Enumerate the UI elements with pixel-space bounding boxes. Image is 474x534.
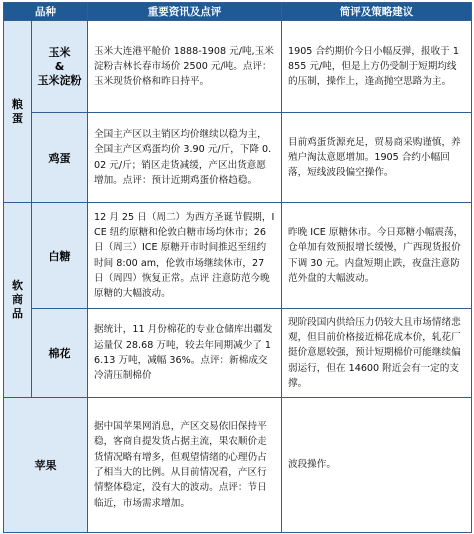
sugar-news: 12 月 25 日（周二）为西方圣诞节假期，ICE 纽约原糖和伦敦白糖市场均休市；26 日（周三）ICE 原糖开市时间推迟至纽约时间 8:00 am，伦敦市场继续休市，27 日（周四）恢复正常。点评 注意防范今晚原糖的大幅波动。 — [88, 203, 282, 309]
table-row — [4, 21, 472, 113]
variety-egg: 鸡蛋 — [32, 113, 88, 203]
corn-strategy: 1905 合约期价今日小幅反弹，报收于 1855 元/吨，但是上方仍受制于短期均线的压制，操作上，逢高抛空思路为主。 — [282, 21, 472, 113]
category-soft-commodities: 软商品 — [4, 203, 32, 398]
variety-apple: 苹果 — [4, 398, 88, 533]
table-row — [4, 398, 472, 533]
header-variety: 品种 — [4, 3, 88, 21]
table-row — [4, 203, 472, 309]
table-row — [4, 309, 472, 398]
egg-news: 全国主产区以主销区均价继续以稳为主，全国主产区鸡蛋均价 3.90 元/斤，下降 0.02 元/斤；销区走货减缓，产区出货意愿增加。点评：预计近期鸡蛋价格趋稳。 — [88, 113, 282, 203]
apple-strategy: 波段操作。 — [282, 398, 472, 533]
corn-news: 玉米大连港平舱价 1888-1908 元/吨,玉米淀粉吉林长春市场价 2500 元/吨。点评：玉米现货价格和昨日持平。 — [88, 21, 282, 113]
sugar-strategy: 昨晚 ICE 原糖休市。今日郑糖小幅震荡，仓单加有效预报增长缓慢，广西现货报价下调 30 元。内盘短期止跌，夜盘注意防范外盘的大幅波动。 — [282, 203, 472, 309]
variety-corn-label: 玉米 — [48, 45, 71, 59]
cotton-news: 据统计，11 月份棉花的专业仓储库出疆发运量仅 28.68 万吨，较去年同期减少了 16.13 万吨，减幅 36%。点评：新棉成交冷清压制棉价 — [88, 309, 282, 398]
variety-corn-amp: & — [54, 59, 65, 73]
futures-commentary-table — [3, 2, 472, 533]
egg-strategy: 目前鸡蛋货源充足，贸易商采购谨慎，养殖户淘汰意愿增加。1905 合约小幅回落，短线波段偏空操作。 — [282, 113, 472, 203]
variety-corn — [32, 21, 88, 113]
table-header-row — [4, 3, 472, 21]
cotton-strategy: 现阶段国内供给压力仍较大且市场情绪悲观，但目前价格接近棉花成本价，轧花厂挺价意愿较强，预计短期棉价可能继续偏弱运行，但在 14600 附近会有一定的支撑。 — [282, 309, 472, 398]
apple-news: 据中国苹果网消息，产区交易依旧保持平稳，客商自提发货占据主流，果农顺价走货情况略有增多，但观望情绪的心理仍占了相当大的比例。从目前情况看，产区行情整体稳定，没有大的波动。点评：节日临近，市场需求增加。 — [88, 398, 282, 533]
variety-cotton: 棉花 — [32, 309, 88, 398]
header-strategy: 简评及策略建议 — [282, 3, 472, 21]
variety-sugar: 白糖 — [32, 203, 88, 309]
table-row — [4, 113, 472, 203]
category-grain-egg: 粮蛋 — [4, 21, 32, 203]
variety-corn-starch-label: 玉米淀粉 — [37, 73, 82, 87]
header-news: 重要资讯及点评 — [88, 3, 282, 21]
